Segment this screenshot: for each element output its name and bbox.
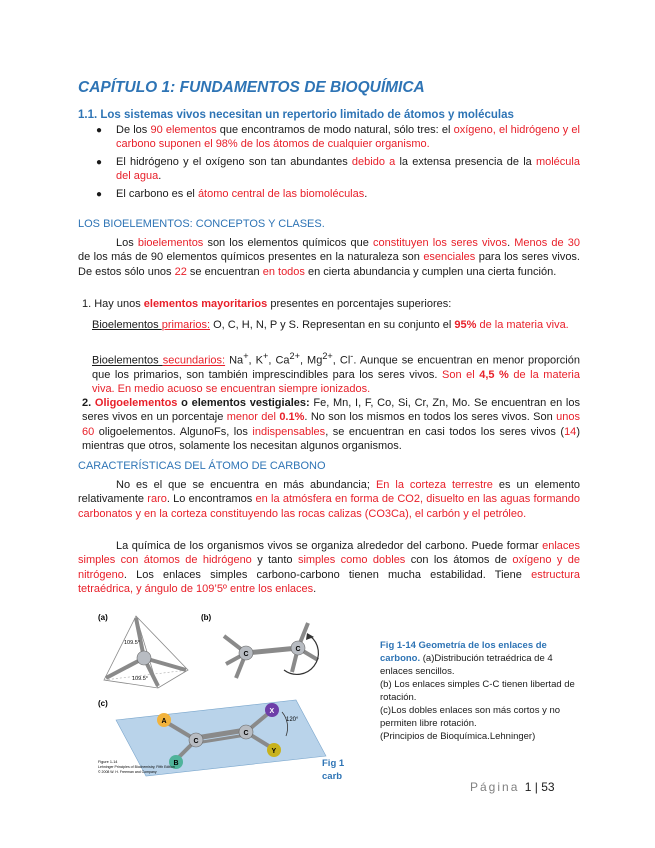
bullet-icon: ● (96, 125, 103, 136)
carbon-paragraph-1: No es el que se encuentra en más abundancia; En la corteza terrestre es un elemento relativamente raro. Lo encontramos en la atmósfera en forma de CO2, disuelto en las aguas formando carbonatos y en la corteza constituyendo las rocas calizas (CO3Ca), el carbón y el petróleo. (78, 479, 580, 520)
figure-label-b: (b) (201, 613, 212, 622)
tetrahedron-diagram (104, 616, 188, 688)
list-item: ● El carbono es el átomo central de las biomoléculas. (96, 188, 368, 200)
section-1-1-heading: 1.1. Los sistemas vivos necesitan un repertorio limitado de átomos y moléculas (78, 109, 514, 121)
key-points-list (96, 124, 580, 207)
svg-text:C: C (295, 646, 301, 653)
svg-text:109.5°: 109.5° (132, 676, 148, 682)
page-footer: Página 1 | 53 (470, 780, 555, 794)
page-number: 1 (524, 780, 532, 794)
svg-text:120°: 120° (286, 717, 299, 723)
oligoelements-paragraph: 2. Oligoelementos o elementos vestigiales: Fe, Mn, I, F, Co, Si, Cr, Zn, Mo. Se encuentran en los seres vivos en un porcentaje menor del 0.1%. No son los mismos en todos los seres vivos. Son unos 60 oligoelementos. AlgunoFs, los indispensables, se encuentran en casi todos los seres vivos (14) mientras que otros, solamente los necesitan algunos organismos. (82, 397, 580, 452)
svg-text:Y: Y (271, 748, 277, 755)
list-item: ● El hidrógeno y el oxígeno son tan abundantes debido a la extensa presencia de la molécula del agua. (96, 156, 580, 182)
page-total: 53 (541, 780, 555, 794)
svg-text:C: C (193, 738, 199, 745)
carbon-paragraph-2: La química de los organismos vivos se organiza alrededor del carbono. Puede formar enlaces simples con átomos de hidrógeno y tanto simples como dobles con los átomos de oxígeno y de nitrógeno. Los enlaces simples carbono-carbono tienen mucha estabilidad. Tiene estructura tetraédrica, y ángulo de 109’5º entre los enlaces. (78, 540, 580, 595)
bullet-icon: ● (96, 189, 103, 200)
svg-text:© 2008 W. H. Freeman and Compa: © 2008 W. H. Freeman and Company (98, 770, 157, 774)
svg-text:B: B (173, 760, 179, 767)
figure-label-a: (a) (98, 613, 108, 622)
single-bond-rotation-diagram (224, 623, 318, 678)
carbon-heading: CARACTERÍSTICAS DEL ÁTOMO DE CARBONO (78, 460, 326, 472)
bioelements-paragraph: Los bioelementos son los elementos químicos que constituyen los seres vivos. Menos de 30 de los más de 90 elementos químicos presentes en la naturaleza son esenciales para los seres vivos. De estos sólo unos 22 se encuentran en todos en cierta abundancia y cumplen una cierta función. (78, 237, 580, 278)
chapter-title: CAPÍTULO 1: FUNDAMENTOS DE BIOQUÍMICA (78, 79, 425, 96)
list-item: ● De los 90 elementos que encontramos de modo natural, sólo tres: el oxígeno, el hidrógeno y el carbono suponen el 98% de los átomos de cualquier organismo. (96, 124, 580, 150)
bioelements-heading: LOS BIOELEMENTOS: CONCEPTOS Y CLASES. (78, 218, 325, 230)
svg-text:109.5°: 109.5° (124, 640, 140, 646)
svg-text:Lehninger Principles of Bioche: Lehninger Principles of Biochemistry, Fifth Edition (98, 765, 175, 769)
primary-bioelements-paragraph: Bioelementos primarios: O, C, H, N, P y S. Representan en su conjunto el 95% de la materia viva. (92, 319, 569, 331)
bullet-icon: ● (96, 157, 103, 168)
figure-caption: Fig 1-14 Geometría de los enlaces de carbono. (a)Distribución tetraédrica de 4 enlaces sencillos. (b) Los enlaces simples C-C tienen libertad de rotación. (c)Los dobles enlaces son más cortos y no permiten libre rotación. (Principios de Bioquímica.Lehninger) (380, 640, 575, 742)
figure-caption-fragment: Fig 1 carb (322, 758, 345, 782)
svg-text:Figure 1-14: Figure 1-14 (98, 760, 118, 764)
svg-text:C: C (243, 730, 249, 737)
svg-text:X: X (269, 708, 275, 715)
major-elements-line: 1. Hay unos elementos mayoritarios presentes en porcentajes superiores: (82, 298, 452, 310)
caption-title: Fig 1-14 Geometría de los enlaces de carbono. (380, 640, 547, 664)
figure-label-c: (c) (98, 699, 108, 708)
svg-text:A: A (161, 718, 167, 725)
carbon-geometry-figure (96, 608, 328, 778)
svg-text:C: C (243, 651, 249, 658)
footer-label: Página (470, 780, 520, 794)
secondary-bioelements-paragraph: Bioelementos secundarios: Na+, K+, $Ca^{2+}$, $Mg^{2+}$, Cl-. Aunque se encuentran en menor proporción que los primarios, son también imprescindibles para los seres vivos. Son el 4,5 % de la materia viva. En medio acuoso se encuentran siempre ionizados. (92, 351, 580, 396)
